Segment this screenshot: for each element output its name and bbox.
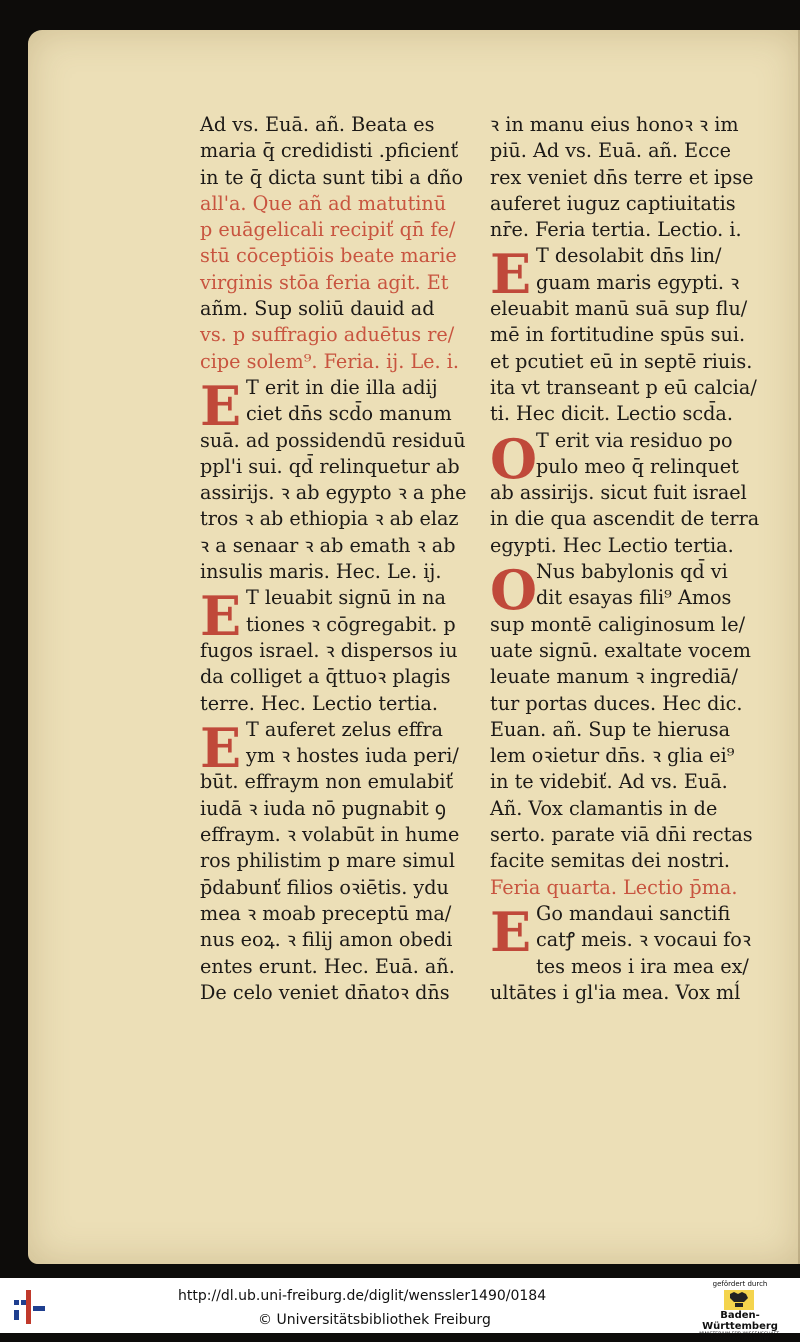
text-line: E T leuabit signū in na: [200, 584, 446, 649]
text-line: tros ꝛ ab ethiopia ꝛ ab elaz: [200, 507, 459, 531]
text-line: ti. Hec dicit. Lectio scd̄a.: [490, 402, 733, 426]
text-line: lem oꝛietur dn̄s. ꝛ glia ei⁹: [490, 744, 735, 768]
text-line: suā. ad possidendū residuū: [200, 428, 466, 452]
text-line: in die qua ascendit de terra: [490, 507, 760, 531]
text-line: ciet dn̄s scd̄o manum: [246, 402, 452, 426]
text-line: insulis maris. Hec. Le. ij.: [200, 560, 442, 584]
text-line: tur portas duces. Hec dic.: [490, 691, 743, 715]
text-line: in te videbiť. Ad vs. Euā.: [490, 770, 728, 794]
rubric-line: cipe solem⁹. Feria. ij. Le. i.: [200, 349, 459, 373]
text-line: et pcutiet eū in septē riuis.: [490, 349, 753, 373]
text-line: añm. Sup soliū dauid ad: [200, 297, 435, 321]
text-line: pulo meo q̄ relinquet: [536, 454, 739, 478]
text-line: assirijs. ꝛ ab egypto ꝛ a phe: [200, 481, 467, 505]
text-line: serto. parate viā dn̄i rectas: [490, 823, 753, 847]
viewer-footer: [0, 1278, 800, 1342]
red-initial: E: [200, 715, 242, 780]
text-line: sup montē caliginosum le/: [490, 612, 746, 636]
rubric-line: p euāgelicali recipiť qn̄ fe/: [200, 218, 456, 242]
text-line: tes meos i ira mea ex/: [536, 954, 749, 978]
rubric-line: vs. p suffragio aduētus re/: [200, 323, 455, 347]
text-line: E T desolabit dn̄s lin/: [490, 242, 722, 307]
text-line: ros philistim p mare simul: [200, 849, 456, 873]
sponsor-name: Baden-Württemberg: [702, 1310, 778, 1332]
text-line: mea ꝛ moab preceptū ma/: [200, 901, 452, 925]
text-line: ab assirijs. sicut fuit israel: [490, 481, 747, 505]
red-initial: O: [490, 426, 538, 491]
red-initial: E: [200, 373, 242, 438]
text-line: O T erit via residuo po: [490, 426, 733, 491]
text-line: mē in fortitudine spūs sui.: [490, 323, 746, 347]
state-crest-icon: [724, 1290, 754, 1310]
text-line: tiones ꝛ cōgregabit. p: [246, 612, 456, 636]
text-line: O Nus babylonis qd̄ vi: [490, 558, 728, 623]
text-line: p̄dabunť filios oꝛiētis. ydu: [200, 875, 449, 899]
text-line: De celo veniet dn̄atoꝛ dn̄s: [200, 980, 450, 1004]
red-initial: E: [200, 584, 242, 649]
text-line: dit esayas fili⁹ Amos: [536, 586, 732, 610]
text-line: eleuabit manū suā sup flu/: [490, 297, 748, 321]
text-line: E T auferet zelus effra: [200, 715, 443, 780]
sponsor-caption: gefördert durch: [712, 1280, 768, 1288]
text-line: terre. Hec. Lectio tertia.: [200, 691, 438, 715]
copyright-text: © Universitätsbibliothek Freiburg: [258, 1312, 491, 1328]
text-line: in te q̄ dicta sunt tibi a dño: [200, 165, 464, 189]
text-line: būt. effraym non emulabiť: [200, 770, 454, 794]
text-line: ppl'i sui. qd̄ relinquetur ab: [200, 454, 460, 478]
rubric-line: stū cōceptiōis beate marie: [200, 244, 457, 268]
text-line: ꝛ a senaar ꝛ ab emath ꝛ ab: [200, 533, 456, 557]
text-line: leuate manum ꝛ ingrediā/: [490, 665, 738, 689]
text-line: entes erunt. Hec. Euā. añ.: [200, 954, 455, 978]
sponsor-ministry: MINISTERIUM FÜR WISSENSCHAFT, FORSCHUNG UND KUNST: [699, 1332, 781, 1342]
page-url-link[interactable]: http://dl.ub.uni-freiburg.de/diglit/wenssler1490/0184: [178, 1288, 547, 1304]
text-line: maria q̄ credidisti .pficienť: [200, 139, 459, 163]
text-line: E Go mandaui sanctifi: [490, 899, 731, 964]
text-line: ultātes i gl'ia mea. Vox mĺ: [490, 980, 741, 1004]
red-initial: O: [490, 558, 538, 623]
text-line: rex veniet dn̄s terre et ipse: [490, 165, 754, 189]
text-line: nr̄e. Feria tertia. Lectio. i.: [490, 218, 742, 242]
library-logo-icon: [10, 1286, 50, 1326]
text-line: da colliget a q̄ttuoꝛ plagis: [200, 665, 451, 689]
text-line: auferet iuguz captiuitatis: [490, 191, 736, 215]
rubric-line: virginis stōa feria agit. Et: [200, 270, 449, 294]
text-line: effraym. ꝛ volabūt in hume: [200, 823, 460, 847]
rubric-line: all'a. Que añ ad matutinū: [200, 191, 447, 215]
rubric-line: Feria quarta. Lectio p̄ma.: [490, 875, 738, 899]
text-line: Euan. añ. Sup te hierusa: [490, 717, 731, 741]
text-line: ita vt transeant p eū calcia/: [490, 375, 757, 399]
text-line: piū. Ad vs. Euā. añ. Ecce: [490, 139, 731, 163]
text-line: ꝛ in manu eius honoꝛ ꝛ im: [490, 113, 739, 136]
right-text-column: [490, 112, 772, 1006]
text-line: catꝭ meis. ꝛ vocaui foꝛ: [536, 928, 751, 952]
left-text-column: [200, 112, 472, 1006]
text-line: egypti. Hec Lectio tertia.: [490, 533, 734, 557]
text-line: ym ꝛ hostes iuda peri/: [246, 744, 459, 768]
text-line: iudā ꝛ iuda nō pugnabit ꝯ: [200, 796, 447, 820]
text-line: uate signū. exaltate vocem: [490, 638, 751, 662]
text-line: guam maris egypti. ꝛ: [536, 270, 740, 294]
text-line: Añ. Vox clamantis in de: [490, 796, 718, 820]
text-line: fugos israel. ꝛ dispersos iu: [200, 638, 458, 662]
text-line: E T erit in die illa adij: [200, 373, 438, 438]
text-line: nus eoꝝ. ꝛ filij amon obedi: [200, 928, 453, 952]
red-initial: E: [490, 242, 532, 307]
text-line: Ad vs. Euā. añ. Beata es: [200, 113, 435, 136]
red-initial: E: [490, 899, 532, 964]
text-line: facite semitas dei nostri.: [490, 849, 730, 873]
